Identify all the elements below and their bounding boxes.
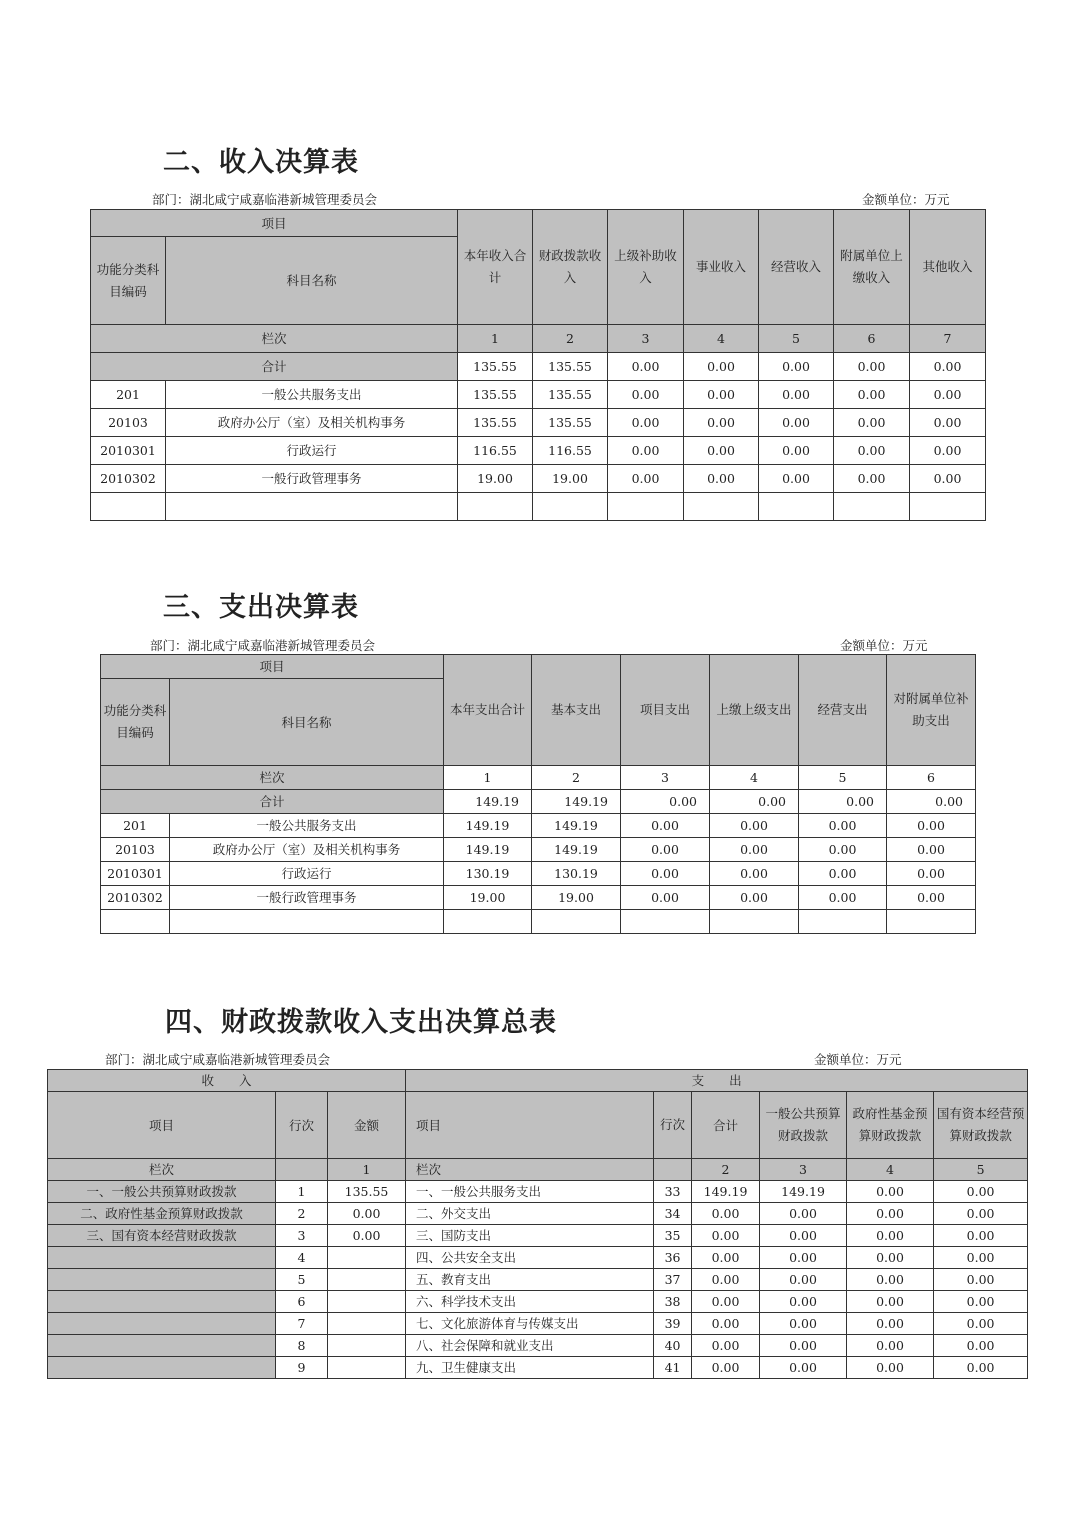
- cell: 0.00: [760, 1335, 847, 1357]
- income-col-3: 上级补助收入: [608, 210, 684, 325]
- cell: 130.19: [444, 862, 532, 886]
- cell: 0.00: [692, 1247, 760, 1269]
- cell: 0.00: [934, 1313, 1028, 1335]
- cell-ex-no: 37: [654, 1269, 692, 1291]
- cell: 0.00: [684, 353, 759, 381]
- cell: 0.00: [847, 1225, 934, 1247]
- cell-in-no: 1: [276, 1181, 328, 1203]
- cell: 0.00: [759, 409, 834, 437]
- expense-col-6: 对附属单位补助支出: [887, 655, 976, 766]
- income-num: 1: [458, 325, 533, 353]
- cell: 0.00: [934, 1225, 1028, 1247]
- cell: 0.00: [847, 1269, 934, 1291]
- income-table-title: 二、收入决算表: [163, 147, 359, 178]
- cell: 0.00: [621, 886, 710, 910]
- cell: 0.00: [799, 814, 887, 838]
- expense-num: 3: [621, 766, 710, 790]
- cell-in-amt: 0.00: [328, 1225, 406, 1247]
- cell: 0.00: [834, 353, 910, 381]
- cell-in-item: 二、政府性基金预算财政拨款: [48, 1203, 276, 1225]
- cell-ex-no: 33: [654, 1181, 692, 1203]
- cell: 0.00: [621, 814, 710, 838]
- cell-in-no: 4: [276, 1247, 328, 1269]
- cell: 0.00: [710, 886, 799, 910]
- table-row: [48, 1313, 1028, 1335]
- summary-dept: 部门：湖北咸宁咸嘉临港新城管理委员会: [105, 1052, 331, 1067]
- cell: 0.00: [934, 1335, 1028, 1357]
- cell: 0.00: [759, 437, 834, 465]
- cell: 0.00: [692, 1357, 760, 1379]
- cell: 0.00: [692, 1335, 760, 1357]
- cell: 0.00: [684, 437, 759, 465]
- expense-num: 5: [799, 766, 887, 790]
- cell: 0.00: [799, 862, 887, 886]
- cell-in-item: [48, 1269, 276, 1291]
- cell: 0.00: [887, 790, 976, 814]
- cell-in-item: [48, 1291, 276, 1313]
- summary-h-row2: 行次: [654, 1092, 692, 1159]
- cell: 0.00: [684, 465, 759, 493]
- cell-ex-item: 七、文化旅游体育与传媒支出: [406, 1313, 654, 1335]
- cell: 0.00: [621, 862, 710, 886]
- cell: 0.00: [847, 1291, 934, 1313]
- cell: 0.00: [934, 1181, 1028, 1203]
- cell: 0.00: [847, 1247, 934, 1269]
- income-col-5: 经营收入: [759, 210, 834, 325]
- cell: 135.55: [458, 353, 533, 381]
- cell-in-no: 9: [276, 1357, 328, 1379]
- cell-ex-no: 35: [654, 1225, 692, 1247]
- cell-code: 2010301: [91, 437, 166, 465]
- income-total-row: [91, 353, 986, 381]
- cell: 0.00: [692, 1225, 760, 1247]
- cell-in-no: 8: [276, 1335, 328, 1357]
- summary-h-amount: 金额: [328, 1092, 406, 1159]
- cell: 149.19: [532, 814, 621, 838]
- cell: 135.55: [458, 381, 533, 409]
- summary-h-item: 项目: [48, 1092, 276, 1159]
- cell: 0.00: [847, 1181, 934, 1203]
- cell-ex-no: 38: [654, 1291, 692, 1313]
- table-row-empty: [91, 493, 986, 521]
- cell-code: 2010302: [101, 886, 170, 910]
- table-row: [101, 814, 976, 838]
- summary-h-total: 合计: [692, 1092, 760, 1159]
- cell-ex-no: 41: [654, 1357, 692, 1379]
- table-row: [101, 862, 976, 886]
- table-row: [48, 1247, 1028, 1269]
- cell-name: 政府办公厅（室）及相关机构事务: [170, 838, 444, 862]
- cell-in-item: 一、一般公共预算财政拨款: [48, 1181, 276, 1203]
- cell-in-amt: [328, 1291, 406, 1313]
- cell-in-amt: [328, 1335, 406, 1357]
- table-row: [101, 886, 976, 910]
- expense-col-5: 经营支出: [799, 655, 887, 766]
- cell: 0.00: [621, 838, 710, 862]
- summary-lanci: 栏次: [48, 1159, 276, 1181]
- expense-num: 2: [532, 766, 621, 790]
- cell-in-amt: [328, 1269, 406, 1291]
- cell: 0.00: [684, 381, 759, 409]
- cell-in-item: [48, 1247, 276, 1269]
- income-h-name: 科目名称: [166, 237, 458, 325]
- income-num: 6: [834, 325, 910, 353]
- cell-name: 一般公共服务支出: [170, 814, 444, 838]
- table-row: [91, 409, 986, 437]
- summary-h-general: 一般公共预算财政拨款: [760, 1092, 847, 1159]
- table-row: [48, 1181, 1028, 1203]
- expense-table: [100, 654, 976, 934]
- income-col-6: 附属单位上缴收入: [834, 210, 910, 325]
- income-unit: 金额单位：万元: [862, 192, 950, 207]
- cell-in-no: 5: [276, 1269, 328, 1291]
- expense-col-1: 本年支出合计: [444, 655, 532, 766]
- cell: 135.55: [533, 381, 608, 409]
- cell: 19.00: [458, 465, 533, 493]
- summary-h-fund: 政府性基金预算财政拨款: [847, 1092, 934, 1159]
- cell: 135.55: [533, 353, 608, 381]
- table-row: [101, 838, 976, 862]
- cell-in-no: 2: [276, 1203, 328, 1225]
- table-row: [48, 1203, 1028, 1225]
- income-col-7: 其他收入: [910, 210, 986, 325]
- table-row: [48, 1335, 1028, 1357]
- cell: 0.00: [692, 1313, 760, 1335]
- income-table: [90, 209, 986, 521]
- cell-in-amt: 0.00: [328, 1203, 406, 1225]
- cell: 0.00: [799, 886, 887, 910]
- cell-ex-item: 三、国防支出: [406, 1225, 654, 1247]
- cell: 0.00: [934, 1357, 1028, 1379]
- income-h-code: 功能分类科目编码: [91, 237, 166, 325]
- cell: 149.19: [692, 1181, 760, 1203]
- cell-ex-item: 二、外交支出: [406, 1203, 654, 1225]
- expense-total-row: [101, 790, 976, 814]
- summary-num: 4: [847, 1159, 934, 1181]
- cell: 0.00: [608, 409, 684, 437]
- table-row: [91, 465, 986, 493]
- cell: 0.00: [887, 838, 976, 862]
- cell: 0.00: [759, 381, 834, 409]
- cell: 0.00: [847, 1335, 934, 1357]
- cell: 0.00: [760, 1313, 847, 1335]
- expense-unit: 金额单位：万元: [840, 638, 928, 653]
- cell-in-item: [48, 1335, 276, 1357]
- cell: 0.00: [910, 353, 986, 381]
- cell: 0.00: [834, 437, 910, 465]
- cell-name: 一般行政管理事务: [166, 465, 458, 493]
- cell: 0.00: [847, 1357, 934, 1379]
- cell-name: 政府办公厅（室）及相关机构事务: [166, 409, 458, 437]
- expense-table-title: 三、支出决算表: [163, 592, 359, 623]
- cell-code: 2010301: [101, 862, 170, 886]
- cell-ex-no: 39: [654, 1313, 692, 1335]
- cell: 19.00: [444, 886, 532, 910]
- expense-total-label: 合计: [101, 790, 444, 814]
- cell-in-no: 7: [276, 1313, 328, 1335]
- income-num: 7: [910, 325, 986, 353]
- income-h-item: 项目: [91, 210, 458, 237]
- cell: 116.55: [458, 437, 533, 465]
- cell-in-item: [48, 1357, 276, 1379]
- cell: 0.00: [834, 381, 910, 409]
- cell-ex-item: 八、社会保障和就业支出: [406, 1335, 654, 1357]
- cell-ex-no: 36: [654, 1247, 692, 1269]
- cell: 0.00: [934, 1203, 1028, 1225]
- expense-num: 1: [444, 766, 532, 790]
- table-row: [48, 1269, 1028, 1291]
- cell: 0.00: [887, 886, 976, 910]
- expense-lanci: 栏次: [101, 766, 444, 790]
- cell: 0.00: [760, 1203, 847, 1225]
- cell-name: 一般公共服务支出: [166, 381, 458, 409]
- cell: 0.00: [910, 381, 986, 409]
- cell-code: 20103: [91, 409, 166, 437]
- expense-num: 4: [710, 766, 799, 790]
- expense-dept: 部门：湖北咸宁咸嘉临港新城管理委员会: [150, 638, 376, 653]
- table-row: [48, 1357, 1028, 1379]
- cell: 0.00: [692, 1269, 760, 1291]
- cell: 149.19: [444, 790, 532, 814]
- expense-col-2: 基本支出: [532, 655, 621, 766]
- cell: 0.00: [710, 790, 799, 814]
- summary-h-expense: 支 出: [406, 1070, 1028, 1092]
- cell-ex-item: 九、卫生健康支出: [406, 1357, 654, 1379]
- cell-ex-item: 四、公共安全支出: [406, 1247, 654, 1269]
- expense-h-name: 科目名称: [170, 679, 444, 766]
- cell: 19.00: [532, 886, 621, 910]
- cell: 0.00: [710, 838, 799, 862]
- cell: 0.00: [799, 790, 887, 814]
- income-col-4: 事业收入: [684, 210, 759, 325]
- table-row: [91, 437, 986, 465]
- cell-code: 201: [101, 814, 170, 838]
- cell: 0.00: [760, 1269, 847, 1291]
- summary-table-title: 四、财政拨款收入支出决算总表: [165, 1007, 557, 1038]
- summary-h-row: 行次: [276, 1092, 328, 1159]
- cell-ex-item: 六、科学技术支出: [406, 1291, 654, 1313]
- table-row: [91, 381, 986, 409]
- expense-h-item: 项目: [101, 655, 444, 679]
- income-dept: 部门：湖北咸宁咸嘉临港新城管理委员会: [152, 192, 378, 207]
- cell: 0.00: [759, 353, 834, 381]
- cell: 0.00: [608, 381, 684, 409]
- cell: 0.00: [608, 465, 684, 493]
- table-row: [48, 1291, 1028, 1313]
- income-lanci: 栏次: [91, 325, 458, 353]
- cell-ex-no: 40: [654, 1335, 692, 1357]
- table-row-empty: [101, 910, 976, 934]
- cell-name: 行政运行: [166, 437, 458, 465]
- cell-code: 20103: [101, 838, 170, 862]
- summary-unit: 金额单位：万元: [814, 1052, 902, 1067]
- cell-in-item: 三、国有资本经营财政拨款: [48, 1225, 276, 1247]
- table-row: [48, 1225, 1028, 1247]
- cell-in-amt: 135.55: [328, 1181, 406, 1203]
- cell: 0.00: [934, 1269, 1028, 1291]
- cell-in-no: 6: [276, 1291, 328, 1313]
- income-col-1: 本年收入合计: [458, 210, 533, 325]
- cell: 0.00: [760, 1357, 847, 1379]
- income-num: 5: [759, 325, 834, 353]
- cell: 0.00: [847, 1313, 934, 1335]
- cell-ex-item: 五、教育支出: [406, 1269, 654, 1291]
- cell: 0.00: [760, 1225, 847, 1247]
- cell: 0.00: [710, 862, 799, 886]
- cell: 130.19: [532, 862, 621, 886]
- cell: 0.00: [910, 409, 986, 437]
- expense-h-code: 功能分类科目编码: [101, 679, 170, 766]
- cell: 149.19: [444, 814, 532, 838]
- cell: 149.19: [760, 1181, 847, 1203]
- summary-h-income: 收 入: [48, 1070, 406, 1092]
- income-total-label: 合计: [91, 353, 458, 381]
- cell: 0.00: [934, 1247, 1028, 1269]
- cell: 0.00: [799, 838, 887, 862]
- income-num: 4: [684, 325, 759, 353]
- cell: 0.00: [692, 1291, 760, 1313]
- cell: 0.00: [608, 353, 684, 381]
- cell: 0.00: [887, 814, 976, 838]
- summary-h-state: 国有资本经营预算财政拨款: [934, 1092, 1028, 1159]
- cell: 149.19: [532, 838, 621, 862]
- cell: 0.00: [934, 1291, 1028, 1313]
- cell: 149.19: [532, 790, 621, 814]
- summary-num: 1: [328, 1159, 406, 1181]
- cell: 149.19: [444, 838, 532, 862]
- cell: 0.00: [692, 1203, 760, 1225]
- cell-in-amt: [328, 1313, 406, 1335]
- cell: 0.00: [910, 437, 986, 465]
- cell: 135.55: [458, 409, 533, 437]
- cell-name: 一般行政管理事务: [170, 886, 444, 910]
- cell: 0.00: [710, 814, 799, 838]
- summary-num: 3: [760, 1159, 847, 1181]
- cell-ex-item: 一、一般公共服务支出: [406, 1181, 654, 1203]
- summary-num: 2: [692, 1159, 760, 1181]
- summary-table: [47, 1069, 1028, 1379]
- summary-lanci2: 栏次: [406, 1159, 654, 1181]
- cell: 135.55: [533, 409, 608, 437]
- cell: 0.00: [847, 1203, 934, 1225]
- cell: 19.00: [533, 465, 608, 493]
- expense-num: 6: [887, 766, 976, 790]
- cell: 0.00: [608, 437, 684, 465]
- cell-in-item: [48, 1313, 276, 1335]
- income-col-2: 财政拨款收入: [533, 210, 608, 325]
- cell-code: 2010302: [91, 465, 166, 493]
- cell: 116.55: [533, 437, 608, 465]
- cell: 0.00: [621, 790, 710, 814]
- cell-in-amt: [328, 1247, 406, 1269]
- cell-code: 201: [91, 381, 166, 409]
- cell: 0.00: [760, 1291, 847, 1313]
- cell: 0.00: [759, 465, 834, 493]
- income-num: 2: [533, 325, 608, 353]
- income-num: 3: [608, 325, 684, 353]
- cell-name: 行政运行: [170, 862, 444, 886]
- cell: 0.00: [887, 862, 976, 886]
- expense-col-4: 上缴上级支出: [710, 655, 799, 766]
- summary-num: 5: [934, 1159, 1028, 1181]
- cell-in-amt: [328, 1357, 406, 1379]
- summary-h-item2: 项目: [406, 1092, 654, 1159]
- cell-in-no: 3: [276, 1225, 328, 1247]
- cell: 0.00: [834, 465, 910, 493]
- cell-ex-no: 34: [654, 1203, 692, 1225]
- cell: 0.00: [684, 409, 759, 437]
- cell: 0.00: [834, 409, 910, 437]
- cell: 0.00: [760, 1247, 847, 1269]
- cell: 0.00: [910, 465, 986, 493]
- expense-col-3: 项目支出: [621, 655, 710, 766]
